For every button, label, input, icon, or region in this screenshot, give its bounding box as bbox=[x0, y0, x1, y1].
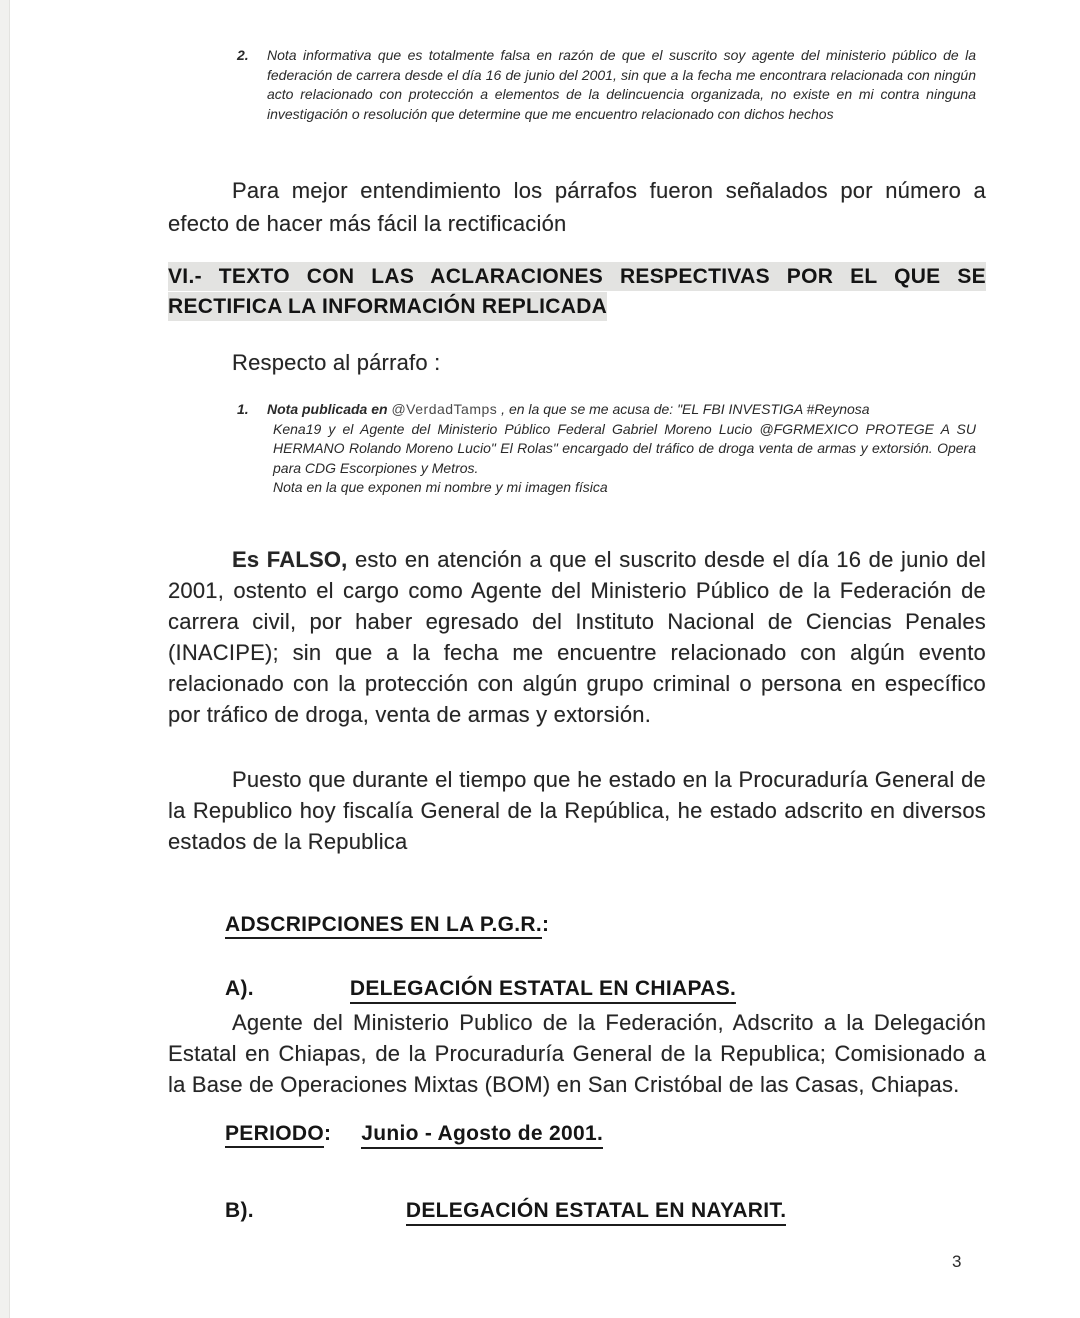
puesto-paragraph: Puesto que durante el tiempo que he estado en la Procuraduría General de la Republico hoy fiscalía General de la República, he estado adscrito en diversos estados de la Republica bbox=[168, 766, 986, 854]
section-b-label: B). bbox=[225, 1198, 254, 1222]
section-b-title: DELEGACIÓN ESTATAL EN NAYARIT. bbox=[406, 1199, 786, 1226]
twitter-handle: @VerdadTamps bbox=[391, 401, 498, 417]
es-falso-rest: esto en atención a que el suscrito desde el día 16 de junio del 2001, ostento el cargo como Agente del Ministerio Público de la Federación de carrera civil, por haber egresado del Instituto Nacional de Ciencias Penales (INACIPE); sin que a la fecha me encuentre relacionado con algún evento relacionado con la protección con algún grupo criminal o persona en específico por tráfico de droga, venta de armas y extorsión. bbox=[168, 546, 986, 727]
adscripciones-heading-text: ADSCRIPCIONES EN LA P.G.R. bbox=[225, 913, 542, 939]
section-a-heading bbox=[168, 977, 986, 1004]
page-number: 3 bbox=[952, 1252, 962, 1271]
note-1-line1 bbox=[267, 400, 976, 420]
periodo-label bbox=[225, 1122, 331, 1146]
document-content bbox=[168, 0, 986, 1226]
numbered-note-2 bbox=[168, 46, 986, 124]
periodo-colon: : bbox=[323, 1121, 332, 1145]
section-a-title: DELEGACIÓN ESTATAL EN CHIAPAS. bbox=[350, 977, 736, 1004]
note-1-last-line: Nota en la que exponen mi nombre y mi imagen física bbox=[273, 479, 608, 495]
es-falso-paragraph bbox=[168, 544, 986, 730]
note-2-text: Nota informativa que es totalmente falsa en razón de que el suscrito soy agente del ministerio público de la federación de carrera desde el día 16 de junio del 2001, sin que a la fecha me encontrara relacionada con ningún acto relacionado con protección a elementos de la delincuencia organizada, no existe en mi contra ninguna investigación o resolución que determine que me encuentro relacionado con dichos hechos bbox=[267, 47, 976, 122]
note-1-first-line bbox=[168, 400, 976, 420]
note-1-number: 1. bbox=[237, 401, 249, 417]
section-a-label: A). bbox=[225, 976, 254, 1000]
note-2-number: 2. bbox=[237, 47, 249, 63]
periodo-value: Junio - Agosto de 2001. bbox=[361, 1122, 603, 1149]
periodo-label-text: PERIODO bbox=[225, 1122, 324, 1148]
intro-paragraph: Para mejor entendimiento los párrafos fueron señalados por número a efecto de hacer más fácil la rectificación bbox=[168, 178, 986, 236]
note-1-line1-rest: , en la que se me acusa de: "EL FBI INVESTIGA #Reynosa bbox=[497, 401, 870, 417]
numbered-note-1 bbox=[168, 400, 986, 498]
section-vi-heading bbox=[168, 262, 986, 322]
section-b-heading bbox=[168, 1199, 986, 1226]
adscripciones-heading-colon: : bbox=[542, 912, 550, 936]
note-1-body: Kena19 y el Agente del Ministerio Público Federal Gabriel Moreno Lucio @FGRMEXICO PROTEGE A SU HERMANO Rolando Moreno Lucio" El Rolas" encargado del tráfico de droga venta de armas y extorsión. Opera para CDG Escorpiones y Metros. bbox=[273, 420, 976, 476]
es-falso-lead: Es FALSO, bbox=[232, 546, 348, 572]
section-a-body: Agente del Ministerio Publico de la Federación, Adscrito a la Delegación Estatal en Chiapas, de la Procuraduría General de la Republica; Comisionado a la Base de Operaciones Mixtas (BOM) en San Cristóbal de las Casas, Chiapas. bbox=[168, 1009, 986, 1097]
scan-edge-strip bbox=[0, 0, 10, 1318]
respecto-line: Respecto al párrafo : bbox=[232, 350, 441, 375]
periodo-row bbox=[168, 1122, 986, 1149]
note-1-line1-lead: Nota publicada en bbox=[267, 401, 392, 417]
section-vi-heading-text: VI.- TEXTO CON LAS ACLARACIONES RESPECTIVAS POR EL QUE SE RECTIFICA LA INFORMACIÓN REPLICADA bbox=[168, 262, 986, 321]
adscripciones-heading bbox=[225, 913, 986, 937]
